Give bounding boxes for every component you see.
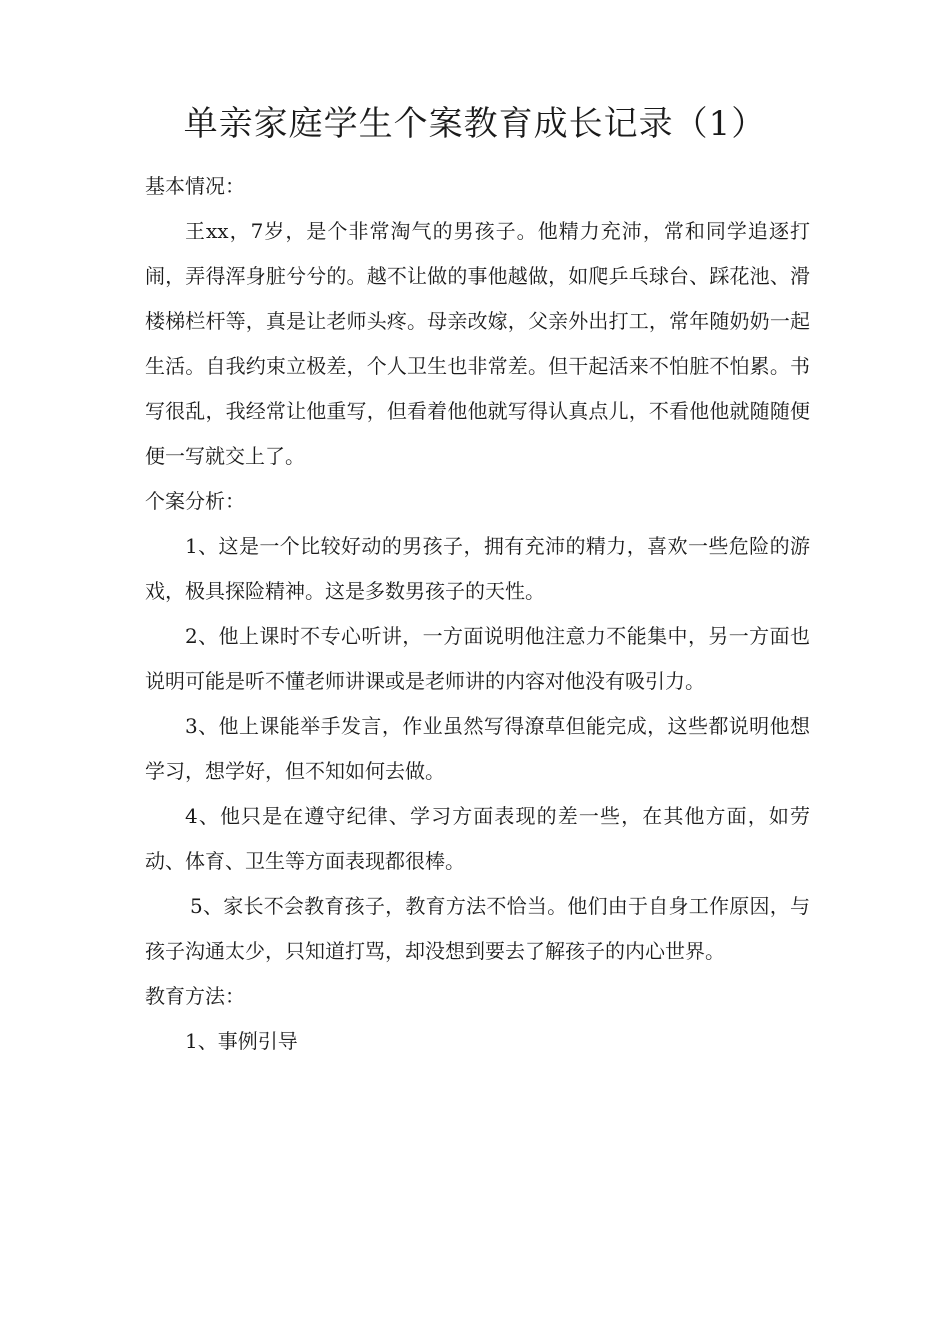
paragraph: 4、他只是在遵守纪律、学习方面表现的差一些，在其他方面，如劳动、体育、卫生等方面表现都很棒。 <box>145 804 810 873</box>
paragraph: 王xx，7岁，是个非常淘气的男孩子。他精力充沛，常和同学追逐打闹，弄得浑身脏兮兮的。越不让做的事他越做，如爬乒乓球台、踩花池、滑楼梯栏杆等，真是让老师头疼。母亲改嫁，父亲外出打工，常年随奶奶一起生活。自我约束立极差，个人卫生也非常差。但干起活来不怕脏不怕累。书写很乱，我经常让他重写，但看着他他就写得认真点儿，不看他他就随随便便一写就交上了。 <box>145 219 810 468</box>
paragraph: 1、事例引导 <box>185 1029 298 1053</box>
paragraph: 1、这是一个比较好动的男孩子，拥有充沛的精力，喜欢一些危险的游戏，极具探险精神。这是多数男孩子的天性。 <box>145 534 810 603</box>
paragraph: 5、家长不会教育孩子，教育方法不恰当。他们由于自身工作原因，与孩子沟通太少，只知道打骂，却没想到要去了解孩子的内心世界。 <box>145 894 810 963</box>
section-heading-case-analysis: 个案分析： <box>145 489 245 513</box>
paragraph: 2、他上课时不专心听讲，一方面说明他注意力不能集中，另一方面也说明可能是听不懂老师讲课或是老师讲的内容对他没有吸引力。 <box>145 624 810 693</box>
document-body <box>145 164 810 1064</box>
document-title: 单亲家庭学生个案教育成长记录（1） <box>183 104 767 144</box>
paragraph: 3、他上课能举手发言，作业虽然写得潦草但能完成，这些都说明他想学习，想学好，但不知如何去做。 <box>145 714 810 783</box>
section-heading-education-methods: 教育方法： <box>145 984 245 1008</box>
section-heading-basic-info: 基本情况： <box>145 174 245 198</box>
